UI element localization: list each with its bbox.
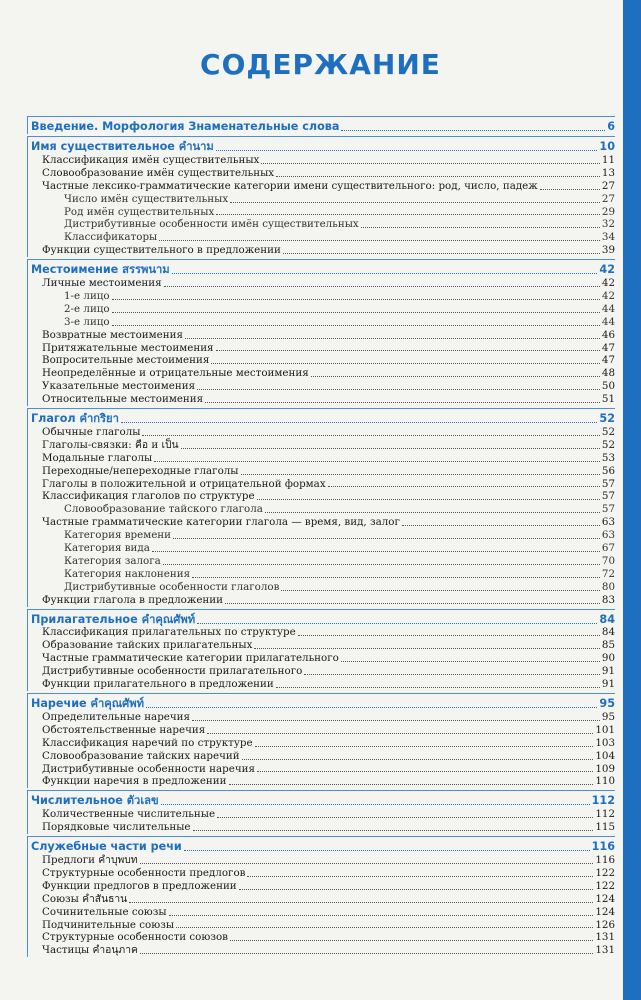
dot-leader (112, 312, 600, 313)
dot-leader (164, 286, 600, 287)
toc-entry (28, 354, 615, 367)
toc-entry (28, 167, 615, 180)
entry-title: Число имён существительных (64, 192, 229, 205)
entry-page: 112 (595, 808, 615, 821)
entry-page: 27 (601, 179, 615, 192)
section-page: 6 (607, 120, 615, 133)
entry-page: 72 (601, 567, 615, 580)
entry-title: Подчинительные союзы (42, 918, 175, 931)
entry-title: Классификация глаголов по структуре (42, 490, 255, 503)
toc-entry (28, 303, 615, 316)
entry-page: 51 (601, 393, 615, 406)
dot-leader (540, 189, 600, 190)
entry-page: 109 (595, 762, 615, 775)
entry-title: Указательные местоимения (42, 380, 196, 393)
entry-title: Личные местоимения (42, 277, 162, 290)
section-title: Прилагательное คำคุณศัพท์ (31, 612, 196, 626)
entry-title: Модальные глаголы (42, 451, 153, 464)
toc-entry (28, 763, 615, 776)
section-title: Числительное ตัวเลข (31, 794, 159, 808)
entry-title: Функции глагола в предложении (42, 593, 223, 606)
dot-leader (192, 720, 600, 721)
section-page: 42 (599, 263, 615, 277)
dot-leader (112, 299, 600, 300)
toc-entry (28, 867, 615, 880)
entry-title: Частные грамматические категории глагола — время, вид, залог (42, 516, 400, 529)
entry-title: Классификация наречий по структуре (42, 736, 253, 749)
section-heading (28, 836, 615, 854)
entry-page: 48 (601, 367, 615, 380)
dot-leader (112, 325, 600, 326)
toc-entry (28, 931, 615, 944)
entry-title: Частицы คำอนุภาค (42, 944, 138, 957)
toc-entry (28, 316, 615, 329)
toc-entry (28, 711, 615, 724)
entry-page: 85 (601, 639, 615, 652)
toc-entry (28, 568, 615, 581)
entry-page: 46 (601, 328, 615, 341)
toc-entry (28, 775, 615, 788)
toc-section (27, 693, 615, 788)
dot-leader (142, 435, 599, 436)
entry-title: Структурные особенности предлогов (42, 866, 246, 879)
dot-leader (254, 648, 599, 649)
toc-section (27, 116, 615, 134)
section-title: Служебные части речи (31, 840, 182, 854)
entry-title: Глаголы-связки: คือ и เป็น (42, 438, 179, 451)
dot-leader (311, 376, 600, 377)
toc-entry (28, 439, 615, 452)
toc-section (27, 408, 615, 606)
dot-leader (341, 130, 605, 131)
entry-title: Глаголы в положительной и отрицательной формах (42, 477, 326, 490)
toc-entry (28, 206, 615, 219)
entry-page: 63 (601, 529, 615, 542)
section-title: Наречие คำคุณศัพท์ (31, 696, 144, 710)
dot-leader (298, 635, 600, 636)
dot-leader (216, 150, 598, 151)
dot-leader (193, 830, 594, 831)
dot-leader (241, 474, 600, 475)
toc-entry (28, 627, 615, 640)
dot-leader (146, 707, 597, 708)
entry-title: Вопросительные местоимения (42, 354, 210, 367)
entry-page: 56 (601, 464, 615, 477)
dot-leader (225, 603, 600, 604)
page-title: СОДЕРЖАНИЕ (200, 48, 441, 81)
entry-page: 91 (601, 678, 615, 691)
dot-leader (257, 771, 593, 772)
dot-leader (121, 422, 598, 423)
toc-entry (28, 678, 615, 691)
entry-page: 57 (601, 477, 615, 490)
section-page: 116 (591, 840, 615, 854)
dot-leader (181, 448, 600, 449)
dot-leader (341, 661, 600, 662)
entry-page: 101 (595, 723, 615, 736)
entry-page: 42 (601, 277, 615, 290)
toc-entry (28, 490, 615, 503)
dot-leader (265, 512, 600, 513)
entry-page: 29 (601, 205, 615, 218)
entry-page: 90 (601, 652, 615, 665)
dot-leader (197, 623, 597, 624)
dot-leader (230, 940, 593, 941)
dot-leader (242, 759, 594, 760)
entry-title: Образование тайских прилагательных (42, 639, 253, 652)
toc-entry (28, 465, 615, 478)
toc-entry (28, 380, 615, 393)
toc-entry (28, 906, 615, 919)
entry-page: 47 (601, 341, 615, 354)
dot-leader (192, 577, 600, 578)
entry-title: Обстоятельственные наречия (42, 723, 206, 736)
entry-title: Дистрибутивные особенности глаголов (64, 580, 280, 593)
entry-title: Обычные глаголы (42, 426, 141, 439)
entry-title: Переходные/непереходные глаголы (42, 464, 239, 477)
dot-leader (402, 525, 600, 526)
entry-page: 39 (601, 244, 615, 257)
entry-page: 32 (601, 218, 615, 231)
entry-title: Частные лексико-грамматические категории имени существительного: род, число, падеж (42, 179, 538, 192)
entry-title: Притяжательные местоимения (42, 341, 214, 354)
dot-leader (328, 486, 600, 487)
dot-leader (283, 253, 600, 254)
dot-leader (129, 902, 593, 903)
entry-page: 124 (595, 892, 615, 905)
section-heading (28, 609, 615, 627)
section-title: Введение. Морфология Знаменательные слова (31, 120, 340, 133)
toc-entry (28, 639, 615, 652)
toc-entry (28, 154, 615, 167)
entry-page: 50 (601, 380, 615, 393)
entry-page: 116 (595, 854, 615, 867)
entry-page: 110 (595, 775, 615, 788)
entry-page: 44 (601, 315, 615, 328)
entry-title: Категория наклонения (64, 567, 191, 580)
dot-leader (255, 746, 594, 747)
dot-leader (205, 402, 600, 403)
dot-leader (197, 389, 600, 390)
entry-page: 42 (601, 290, 615, 302)
entry-title: Частные грамматические категории прилагательного (42, 652, 339, 665)
blue-spine-edge (623, 0, 641, 1000)
dot-leader (184, 850, 590, 851)
entry-page: 124 (595, 905, 615, 918)
toc-entry (28, 516, 615, 529)
entry-title: Словообразование тайского глагола (64, 503, 263, 516)
entry-page: 115 (595, 821, 615, 834)
toc-section (27, 790, 615, 834)
dot-leader (152, 551, 600, 552)
entry-page: 83 (601, 593, 615, 606)
dot-leader (207, 733, 593, 734)
entry-page: 122 (595, 879, 615, 892)
dot-leader (281, 590, 600, 591)
dot-leader (154, 461, 600, 462)
toc-entry (28, 180, 615, 193)
toc-entry (28, 808, 615, 821)
entry-title: 2-е лицо (64, 302, 110, 315)
entry-page: 27 (601, 192, 615, 205)
entry-title: Категория залога (64, 554, 161, 567)
dot-leader (304, 674, 600, 675)
entry-title: Классификация имён существительных (42, 153, 260, 166)
entry-title: Количественные числительные (42, 808, 216, 821)
entry-title: Функции прилагательного в предложении (42, 678, 274, 691)
section-page: 95 (599, 696, 615, 710)
toc-entry (28, 290, 615, 303)
section-page: 52 (599, 412, 615, 426)
entry-title: Классификация прилагательных по структуре (42, 626, 296, 639)
entry-page: 131 (595, 931, 615, 944)
dot-leader (163, 564, 600, 565)
dot-leader (161, 804, 590, 805)
toc-entry (28, 277, 615, 290)
toc-entry (28, 244, 615, 257)
entry-title: Классификаторы (64, 231, 158, 244)
dot-leader (276, 687, 600, 688)
entry-title: Дистрибутивные особенности прилагательного (42, 665, 303, 678)
entry-title: Категория времени (64, 529, 172, 542)
toc-entry (28, 342, 615, 355)
entry-page: 57 (601, 503, 615, 516)
dot-leader (172, 273, 598, 274)
entry-page: 104 (595, 749, 615, 762)
entry-title: Неопределённые и отрицательные местоимения (42, 367, 309, 380)
entry-page: 80 (601, 580, 615, 593)
toc-entry (28, 193, 615, 206)
dot-leader (169, 915, 594, 916)
toc-entry (28, 231, 615, 244)
entry-page: 34 (601, 231, 615, 244)
toc-entry (28, 426, 615, 439)
section-heading (28, 790, 615, 808)
dot-leader (173, 538, 600, 539)
dot-leader (211, 363, 600, 364)
toc-entry (28, 594, 615, 607)
entry-title: Порядковые числительные (42, 821, 191, 834)
toc-entry (28, 503, 615, 516)
toc-entry (28, 919, 615, 932)
entry-title: 1-е лицо (64, 290, 110, 302)
toc-entry (28, 367, 615, 380)
entry-page: 57 (601, 490, 615, 503)
entry-page: 67 (601, 542, 615, 555)
entry-page: 44 (601, 302, 615, 315)
entry-title: Словообразование тайских наречий (42, 749, 240, 762)
toc-section (27, 259, 615, 406)
toc-entry (28, 893, 615, 906)
table-of-contents (27, 116, 615, 959)
toc-entry (28, 821, 615, 834)
toc-entry (28, 452, 615, 465)
entry-page: 11 (601, 153, 615, 166)
toc-entry (28, 880, 615, 893)
section-page: 112 (591, 794, 615, 808)
entry-page: 103 (595, 736, 615, 749)
section-page: 10 (599, 140, 615, 153)
toc-entry (28, 218, 615, 231)
toc-entry (28, 750, 615, 763)
entry-page: 84 (601, 626, 615, 639)
entry-title: Категория вида (64, 542, 150, 555)
dot-leader (140, 953, 593, 954)
toc-entry (28, 652, 615, 665)
entry-title: Структурные особенности союзов (42, 931, 228, 944)
entry-page: 53 (601, 451, 615, 464)
toc-section (27, 836, 615, 957)
dot-leader (140, 863, 594, 864)
entry-page: 95 (601, 710, 615, 723)
dot-leader (159, 240, 600, 241)
entry-title: Союзы คำสันธาน (42, 892, 128, 905)
entry-page: 47 (601, 354, 615, 367)
toc-entry (28, 724, 615, 737)
entry-page: 70 (601, 554, 615, 567)
toc-entry (28, 737, 615, 750)
entry-title: Род имён существительных (64, 205, 215, 218)
dot-leader (185, 338, 600, 339)
dot-leader (276, 176, 600, 177)
section-heading (28, 408, 615, 426)
dot-leader (216, 214, 600, 215)
entry-title: Относительные местоимения (42, 393, 204, 406)
dot-leader (176, 927, 593, 928)
entry-title: Функции существительного в предложении (42, 244, 281, 257)
toc-entry (28, 854, 615, 867)
section-page: 84 (599, 612, 615, 626)
dot-leader (216, 350, 600, 351)
dot-leader (247, 876, 593, 877)
entry-page: 52 (601, 426, 615, 439)
toc-section (27, 609, 615, 691)
toc-entry (28, 555, 615, 568)
entry-title: Предлоги คำบุพบท (42, 854, 138, 867)
entry-page: 91 (601, 665, 615, 678)
toc-entry (28, 581, 615, 594)
toc-entry (28, 665, 615, 678)
entry-title: Функции наречия в предложении (42, 775, 227, 788)
toc-entry (28, 529, 615, 542)
entry-title: Возвратные местоимения (42, 328, 183, 341)
entry-title: Дистрибутивные особенности имён существительных (64, 218, 359, 231)
section-title: Глагол คำกริยา (31, 412, 119, 426)
section-heading (28, 116, 615, 134)
entry-page: 131 (595, 944, 615, 957)
entry-title: Дистрибутивные особенности наречия (42, 762, 256, 775)
entry-page: 52 (601, 438, 615, 451)
dot-leader (261, 163, 600, 164)
dot-leader (229, 784, 594, 785)
entry-page: 122 (595, 866, 615, 879)
dot-leader (361, 227, 600, 228)
dot-leader (239, 889, 594, 890)
entry-title: 3-е лицо (64, 315, 110, 328)
entry-page: 126 (595, 918, 615, 931)
entry-page: 13 (601, 166, 615, 179)
toc-entry (28, 329, 615, 342)
section-heading (28, 693, 615, 711)
dot-leader (257, 499, 600, 500)
entry-title: Определительные наречия (42, 710, 191, 723)
section-title: Местоимение สรรพนาม (31, 263, 170, 277)
entry-title: Функции предлогов в предложении (42, 879, 237, 892)
toc-entry (28, 393, 615, 406)
section-title: Имя существительное คำนาม (31, 140, 214, 153)
toc-entry (28, 478, 615, 491)
toc-section (27, 136, 615, 257)
section-heading (28, 259, 615, 277)
entry-page: 63 (601, 516, 615, 529)
entry-title: Словообразование имён существительных (42, 166, 275, 179)
toc-entry (28, 542, 615, 555)
dot-leader (217, 817, 593, 818)
dot-leader (230, 202, 600, 203)
section-heading (28, 136, 615, 154)
entry-title: Сочинительные союзы (42, 905, 167, 918)
toc-entry (28, 944, 615, 957)
